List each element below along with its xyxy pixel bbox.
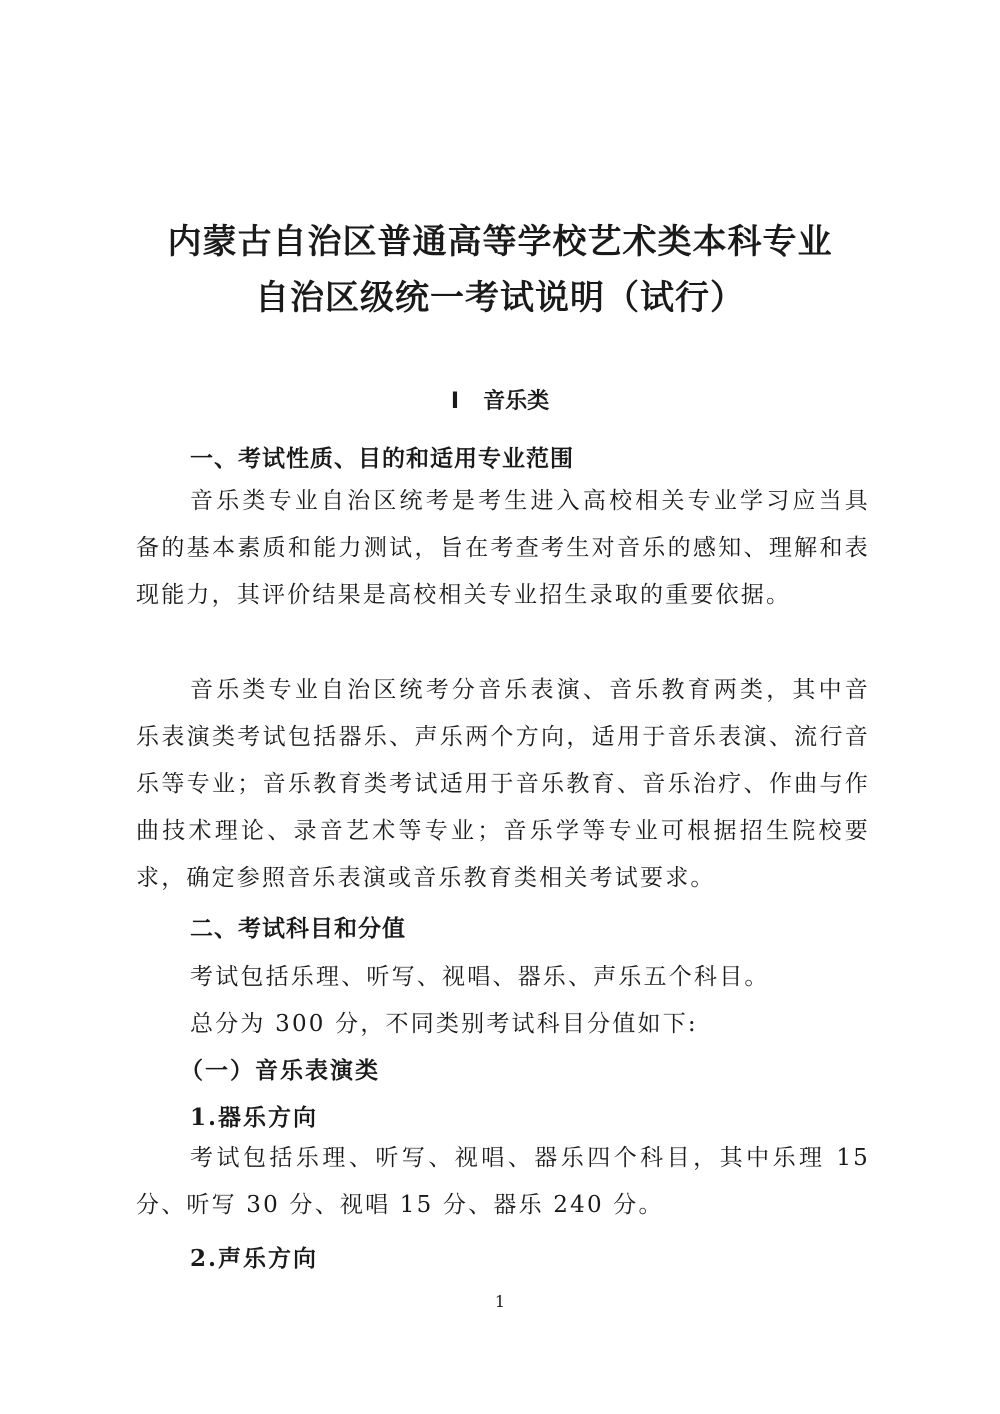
item-2-heading: 2.声乐方向 <box>190 1245 319 1272</box>
subsection-1-heading: （一）音乐表演类 <box>180 1057 380 1084</box>
part-heading <box>0 384 1000 415</box>
section-1-paragraph-1: 音乐类专业自治区统考是考生进入高校相关专业学习应当具备的基本素质和能力测试，旨在考查考生对音乐的感知、理解和表现能力，其评价结果是高校相关专业招生录取的重要依据。 <box>136 488 870 608</box>
item-1-heading: 1.器乐方向 <box>190 1104 319 1131</box>
section-1-heading: 一、考试性质、目的和适用专业范围 <box>190 446 574 472</box>
section-2-line-1: 考试包括乐理、听写、视唱、器乐、声乐五个科目。 <box>190 964 770 990</box>
section-1-paragraph-2: 音乐类专业自治区统考分音乐表演、音乐教育两类，其中音乐表演类考试包括器乐、声乐两个方向，适用于音乐表演、流行音乐等专业；音乐教育类考试适用于音乐教育、音乐治疗、作曲与作曲技术理论、录音艺术等专业；音乐学等专业可根据招生院校要求，确定参照音乐表演或音乐教育类相关考试要求。 <box>136 677 870 891</box>
document-title-line-2: 自治区级统一考试说明（试行） <box>255 278 745 318</box>
section-2-heading: 二、考试科目和分值 <box>190 916 406 942</box>
page-number: 1 <box>494 1292 506 1311</box>
section-2-line-2: 总分为 300 分，不同类别考试科目分值如下: <box>190 1011 698 1037</box>
document-title-line-1: 内蒙古自治区普通高等学校艺术类本科专业 <box>167 222 833 262</box>
part-label: 音乐类 <box>483 389 550 414</box>
part-numeral: Ⅰ <box>450 389 460 414</box>
item-1-paragraph: 考试包括乐理、听写、视唱、器乐四个科目，其中乐理 15 分、听写 30 分、视唱 15 分、器乐 240 分。 <box>136 1145 870 1218</box>
